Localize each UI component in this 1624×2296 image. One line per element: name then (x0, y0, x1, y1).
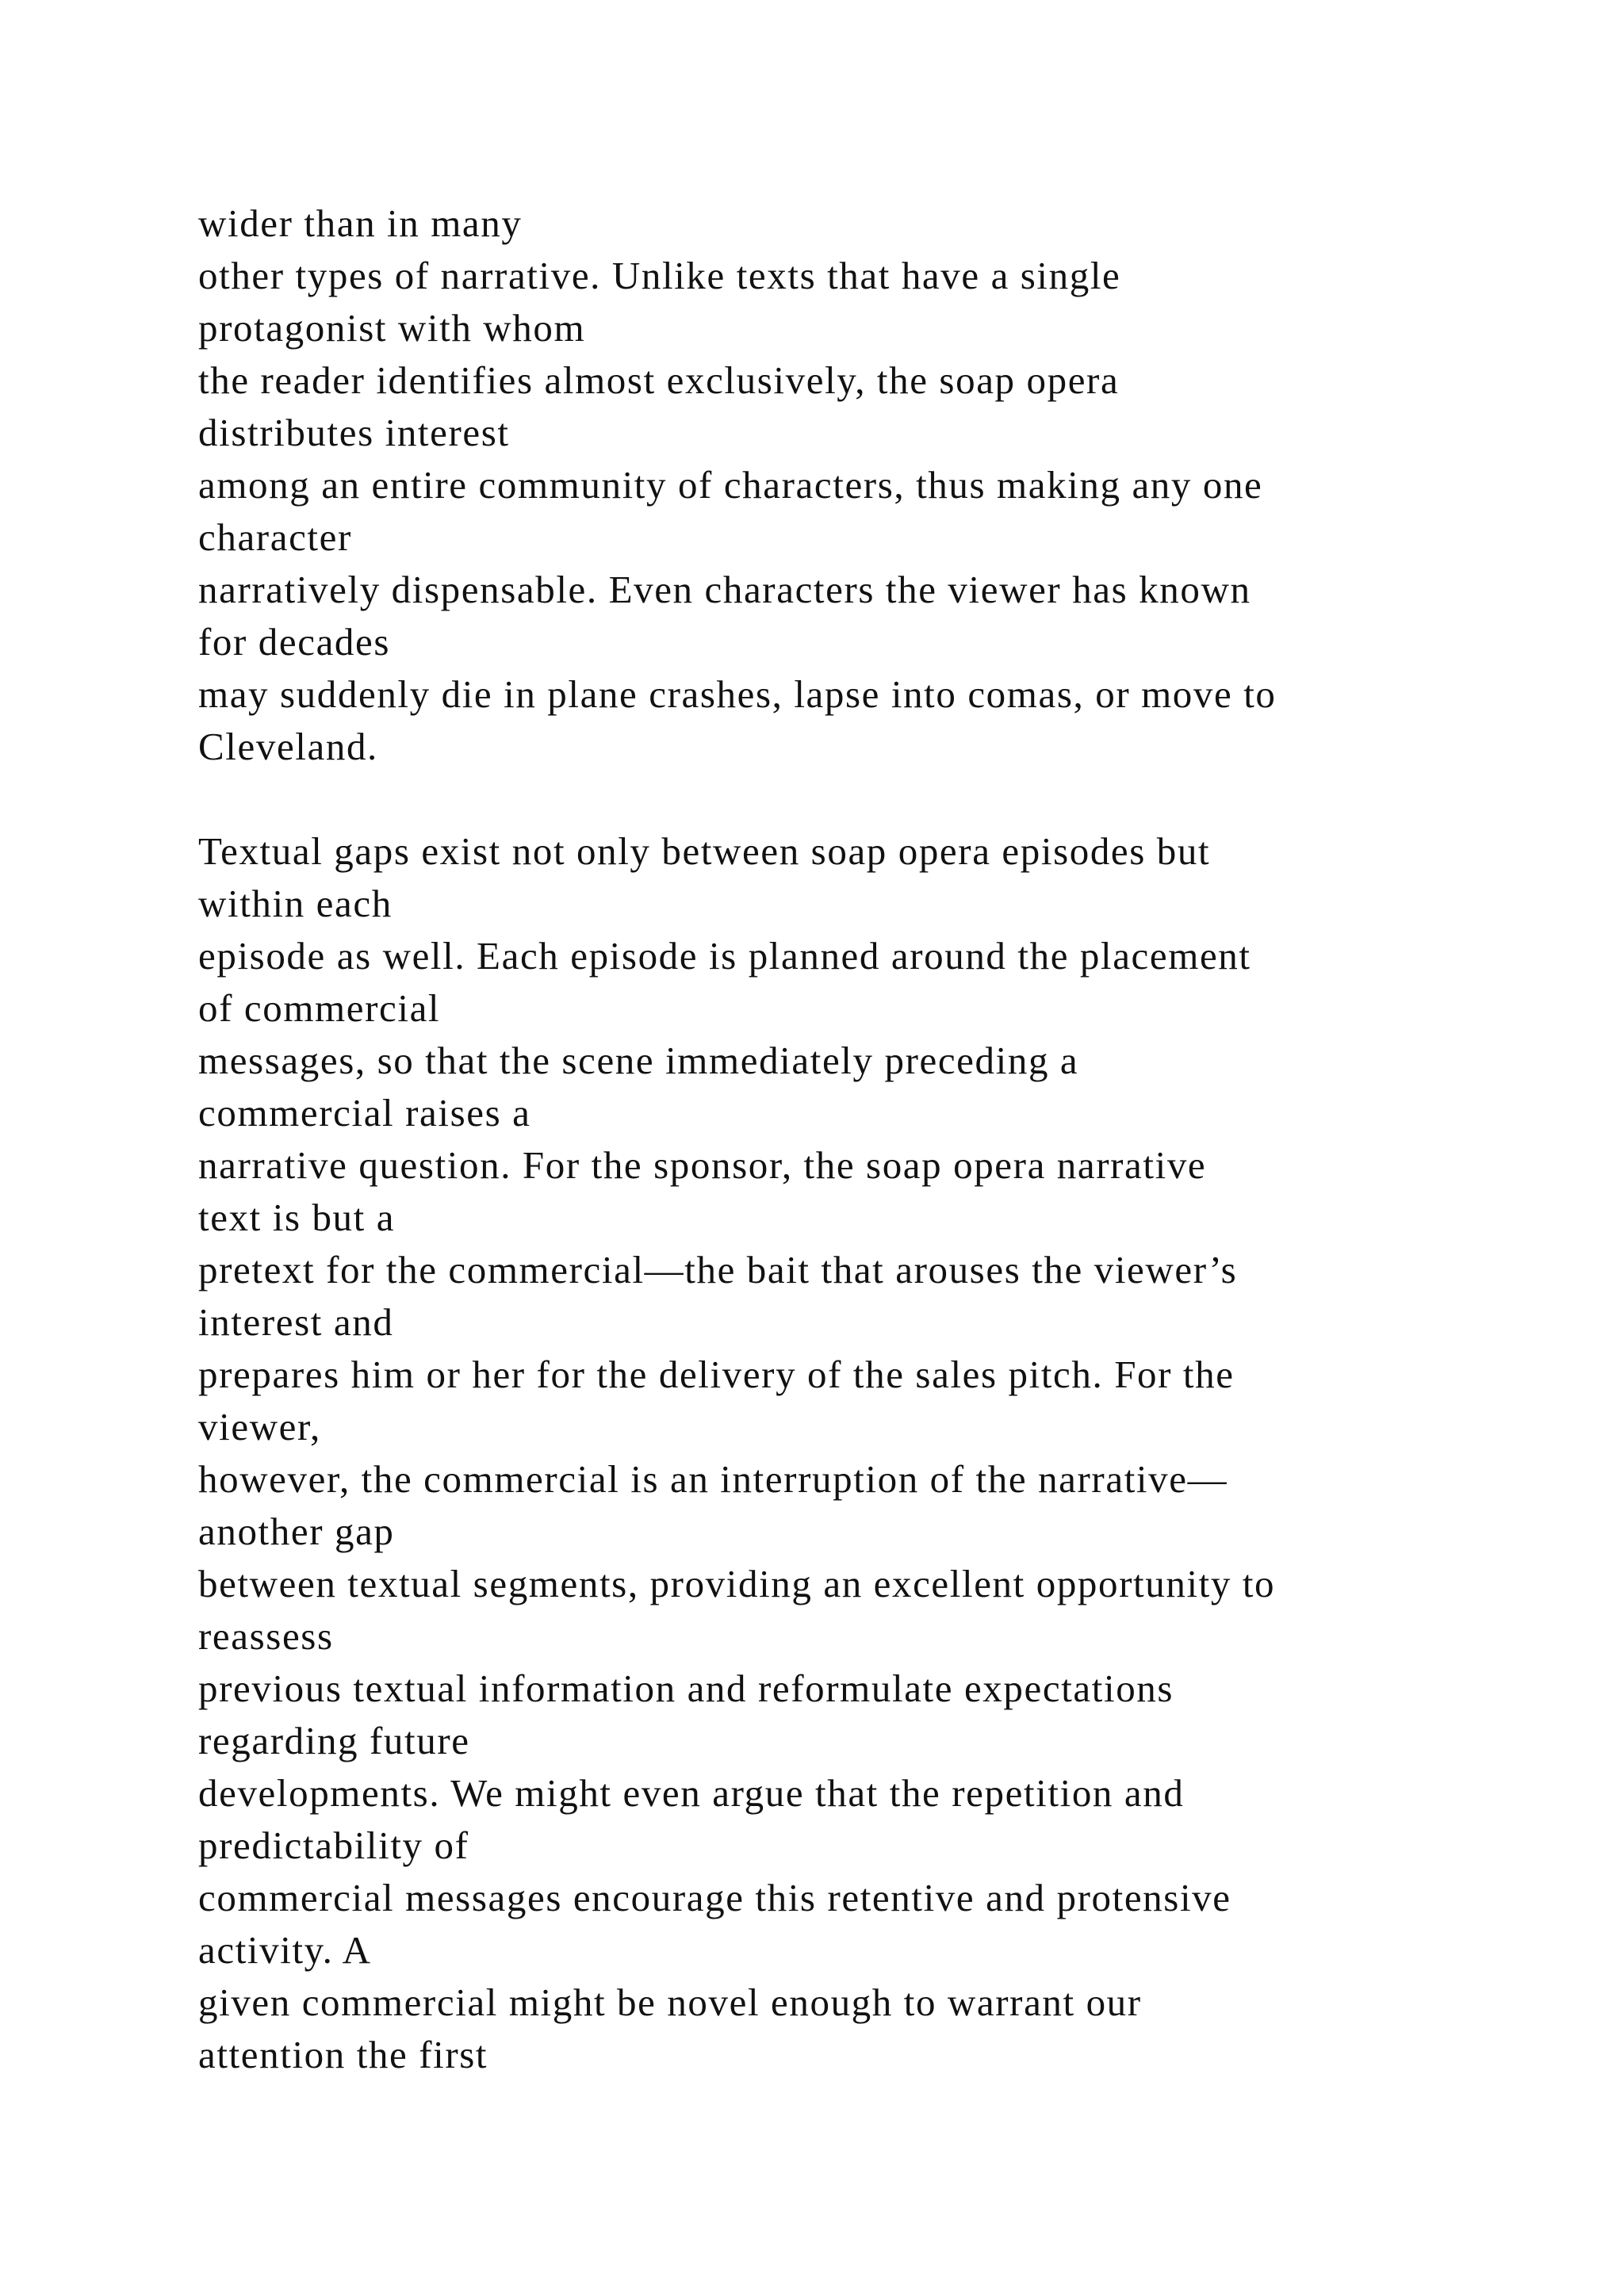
text-line: between textual segments, providing an excellent opportunity to (198, 1562, 1276, 1605)
text-line: episode as well. Each episode is planned around the placement (198, 934, 1251, 978)
text-line: among an entire community of characters, thus making any one (198, 463, 1263, 507)
text-line: activity. A (198, 1928, 372, 1972)
text-line: may suddenly die in plane crashes, lapse into comas, or move to (198, 672, 1277, 716)
text-line: protagonist with whom (198, 306, 586, 350)
text-line: prepares him or her for the delivery of the sales pitch. For the (198, 1353, 1235, 1396)
text-line: messages, so that the scene immediately preceding a (198, 1039, 1079, 1082)
text-line: the reader identifies almost exclusively, the soap opera (198, 358, 1120, 402)
text-line: commercial messages encourage this retentive and protensive (198, 1876, 1231, 1919)
text-line: text is but a (198, 1196, 396, 1239)
text-line: predictability of (198, 1823, 469, 1867)
text-line: regarding future (198, 1719, 470, 1762)
text-line: other types of narrative. Unlike texts that have a single (198, 254, 1121, 297)
text-line: interest and (198, 1300, 394, 1344)
text-line: previous textual information and reformulate expectations (198, 1667, 1174, 1710)
text-line: commercial raises a (198, 1091, 531, 1135)
text-line: another gap (198, 1510, 395, 1553)
text-line: reassess (198, 1614, 334, 1658)
paragraph-2 (198, 825, 1546, 2081)
text-line: narratively dispensable. Even characters the viewer has known (198, 568, 1251, 611)
text-line: for decades (198, 620, 391, 664)
text-line: character (198, 515, 352, 559)
text-line: wider than in many (198, 201, 523, 245)
text-line: however, the commercial is an interruption of the narrative— (198, 1457, 1228, 1501)
text-line: within each (198, 882, 393, 925)
text-line: of commercial (198, 986, 441, 1030)
text-line: Cleveland. (198, 725, 378, 768)
text-line: distributes interest (198, 411, 510, 454)
text-line: Textual gaps exist not only between soap opera episodes but (198, 829, 1211, 873)
text-line: developments. We might even argue that the repetition and (198, 1771, 1185, 1815)
text-line: viewer, (198, 1405, 321, 1448)
text-line: pretext for the commercial—the bait that arouses the viewer’s (198, 1248, 1238, 1292)
text-line: attention the first (198, 2033, 488, 2076)
text-line: given commercial might be novel enough to warrant our (198, 1980, 1142, 2024)
paragraph-1 (198, 197, 1546, 773)
text-line: narrative question. For the sponsor, the soap opera narrative (198, 1143, 1207, 1187)
